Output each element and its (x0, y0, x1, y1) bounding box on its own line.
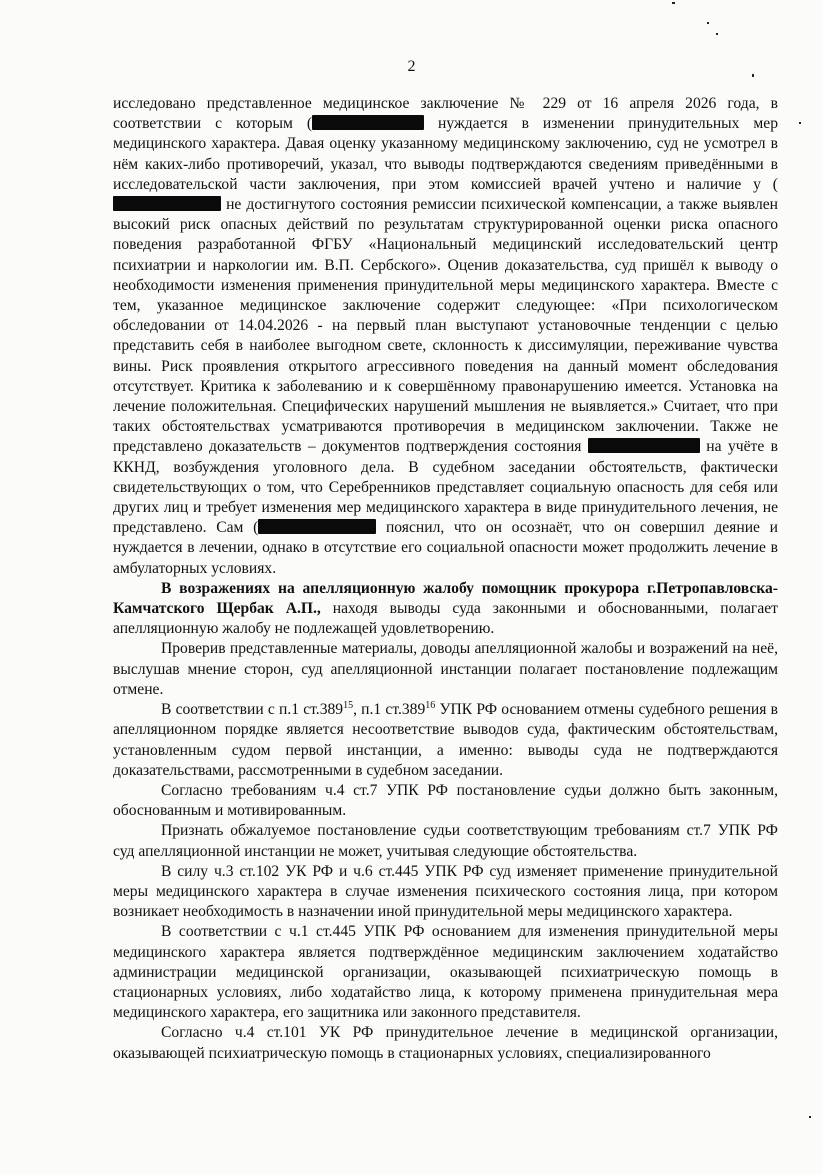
paragraph-conclusion: Признать обжалуемое постановление судьи соответствующим требованиям ст.7 УПК РФ суд апелляционной инстанции не может, учитывая следующие обстоятельства. (113, 822, 778, 860)
superscript: 16 (425, 699, 436, 711)
redaction-block (588, 438, 700, 453)
redaction-block (113, 196, 221, 211)
paragraph-legal-basis (113, 700, 778, 781)
paragraph-text: на учёте в ККНД, возбуждения уголовного дела. В судебном заседании обстоятельств, фактически свидетельствующих о том, что Серебренников представляет социальную опасность для себя или других лиц и требует изменения мер медицинского характера в виде принудительного лечения, не представлено. Сам ( (113, 438, 778, 537)
paragraph-review: Проверив представленные материалы, доводы апелляционной жалобы и возражений на неё, выслушав мнение сторон, суд апелляционной инстанции полагает постановление подлежащим отмене. (113, 640, 778, 698)
paragraph-text: нуждается в изменении принудительных мер медицинского характера. Давая оценку указанному медицинскому заключению, суд не усмотрел в нём каких-либо противоречий, указал, что выводы подтверждаются сведениям приведёнными в исследовательской части заключения, при этом комиссией врачей учтено и наличие у ( (113, 115, 778, 193)
paragraph-text: , п.1 ст.389 (353, 701, 426, 719)
paragraph-art-102: В силу ч.3 ст.102 УК РФ и ч.6 ст.445 УПК РФ суд изменяет применение принудительной меры медицинского характера в случае изменения психического состояния лица, при котором возникает необходимость в назначении иной принудительной меры медицинского характера. (113, 862, 778, 921)
scan-speck (672, 2, 675, 4)
paragraph-text: исследовано представленное медицинское заключение № 229 от 16 апреля 2026 года, в соответствии с которым ( (113, 95, 778, 133)
paragraph-text: пояснил, что он осознаёт, что он совершил деяние и нуждается в лечении, однако в отсутствие его социальной опасности может продолжить лечение в амбулаторных условиях. (113, 519, 778, 577)
paragraph-text: УПК РФ основанием отмены судебного решения в апелляционном порядке является несоответствие выводов суда, фактическим обстоятельствам, установленным судом первой инстанции, а именно: выводы суда не подтверждаются доказательствами, рассмотренными в судебном заседании. (113, 701, 778, 779)
page-number: 2 (407, 58, 416, 75)
document-body (113, 94, 778, 1064)
paragraph-art-445: В соответствии с ч.1 ст.445 УПК РФ основанием для изменения принудительной меры медицинского характера является подтверждённое медицинским заключением ходатайство администрации медицинской организации, оказывающей психиатрическую помощь в стационарных условиях, либо ходатайство лица, к которому применена принудительная мера медицинского характера, его защитника или законного представителя. (113, 923, 778, 1022)
scan-speck (799, 122, 801, 124)
scan-speck (809, 1116, 811, 1118)
scan-speck (707, 22, 709, 24)
paragraph-text: В соответствии с п.1 ст.389 (161, 701, 344, 719)
redaction-block (258, 519, 376, 534)
prosecutor-heading: В возражениях на апелляционную жалобу помощник прокурора г.Петропавловска-Камчатского Щербак А.П., (113, 579, 778, 618)
paragraph-requirements: Согласно требованиям ч.4 ст.7 УПК РФ постановление судьи должно быть законным, обоснованным и мотивированным. (113, 781, 778, 820)
redaction-block (312, 115, 424, 130)
scan-speck (752, 74, 754, 77)
superscript: 15 (343, 699, 354, 711)
paragraph-medical-report (113, 94, 778, 579)
paragraph-art-101: Согласно ч.4 ст.101 УК РФ принудительное лечение в медицинской организации, оказывающей психиатрическую помощь в стационарных условиях, специализированного (113, 1024, 778, 1062)
paragraph-text: находя выводы суда законными и обоснованными, полагает апелляционную жалобу не подлежащей удовлетворению. (113, 600, 778, 638)
scan-speck (716, 33, 718, 35)
paragraph-text: не достигнутого состояния ремиссии психической компенсации, а также выявлен высокий риск опасных действий по результатам структурированной оценки риска опасного поведения разработанной ФГБУ «Национальный медицинский исследовательский центр психиатрии и наркологии им. В.П. Сербского». Оценив доказательства, суд пришёл к выводу о необходимости изменения применения принудительной меры медицинского характера. Вместе с тем, указанное медицинское заключение содержит следующее: «При психологическом обследовании от 14.04.2026 - на первый план выступают установочные тенденции с целью представить себя в наиболее выгодном свете, склонность к диссимуляции, переживание чувства вины. Риск проявления открытого агрессивного поведения на данный момент обследования отсутствует. Критика к заболеванию и к совершённому правонарушению имеется. Установка на лечение положительная. Специфических нарушений мышления не выявляется.» Считает, что при таких обстоятельствах усматриваются противоречия в медицинском заключении. Также не представлено доказательств – документов подтверждения состояния (113, 196, 778, 456)
paragraph-prosecutor-objections (113, 579, 778, 640)
